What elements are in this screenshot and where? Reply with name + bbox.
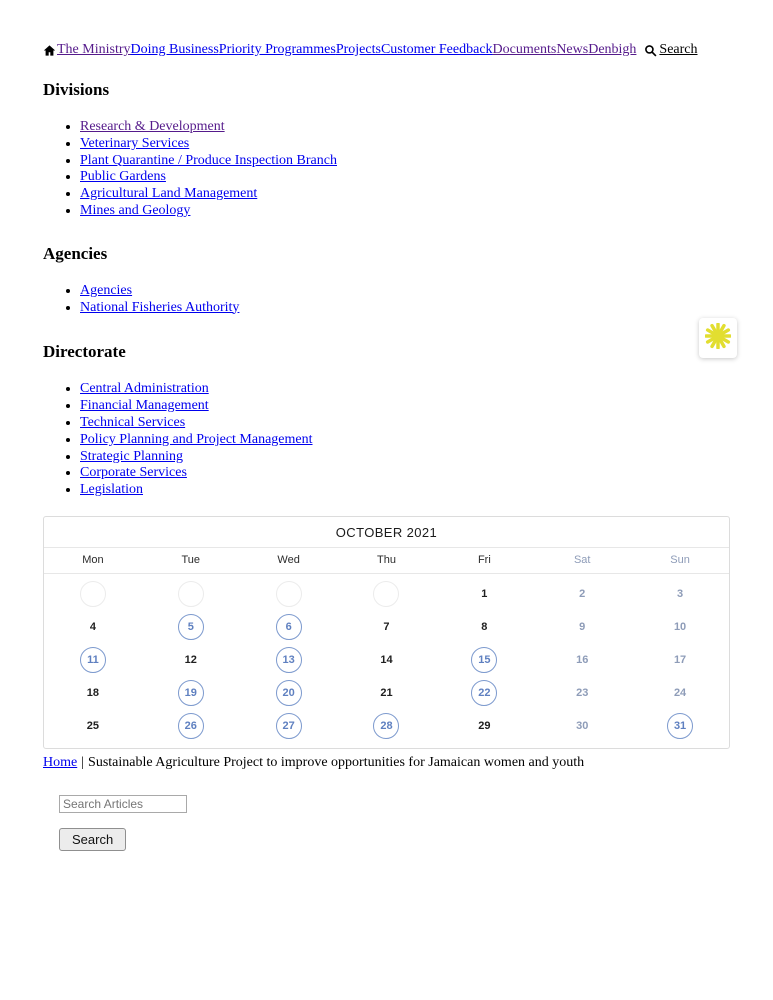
calendar-day: 18 — [86, 687, 100, 700]
day-header-sat: Sat — [573, 553, 591, 566]
calendar-day-empty — [142, 578, 240, 611]
calendar-day-event[interactable]: 28 — [338, 710, 436, 743]
calendar-day: 29 — [478, 720, 491, 733]
feedback-widget[interactable] — [699, 318, 737, 358]
list-item — [80, 136, 730, 153]
calendar-day-event[interactable]: 13 — [240, 644, 338, 677]
calendar-day: 24 — [673, 687, 687, 700]
breadcrumb-home-link[interactable]: Home — [43, 754, 78, 770]
link-national-fisheries-authority[interactable]: National Fisheries Authority — [80, 299, 240, 315]
link-research-development[interactable]: Research & Development — [80, 119, 225, 134]
calendar-body — [44, 574, 729, 748]
calendar-day-event[interactable]: 22 — [435, 677, 533, 710]
calendar-day-event[interactable]: 15 — [435, 644, 533, 677]
divisions-heading: Divisions — [43, 80, 110, 99]
day-header-tue: Tue — [181, 553, 201, 566]
article-search — [59, 795, 730, 813]
link-policy-planning[interactable]: Policy Planning and Project Management — [80, 431, 313, 447]
link-mines-and-geology[interactable]: Mines and Geology — [80, 202, 191, 218]
search-icon[interactable] — [644, 44, 657, 57]
nav-projects[interactable]: Projects — [335, 42, 381, 57]
calendar-day-event[interactable]: 11 — [44, 644, 142, 677]
link-agencies[interactable]: Agencies — [80, 282, 133, 298]
link-plant-quarantine[interactable]: Plant Quarantine / Produce Inspection Branch — [80, 152, 337, 168]
calendar-day-event[interactable]: 31 — [631, 710, 729, 743]
list-item — [80, 169, 730, 186]
calendar-day-event[interactable]: 19 — [142, 677, 240, 710]
calendar-day-empty — [44, 578, 142, 611]
list-item — [80, 482, 730, 499]
calendar-day: 2 — [579, 588, 586, 601]
list-item — [80, 153, 730, 170]
list-item — [80, 300, 730, 317]
nav-priority-programmes[interactable]: Priority Programmes — [218, 42, 336, 57]
calendar-day: 16 — [576, 654, 589, 667]
calendar-day-event[interactable]: 6 — [240, 611, 338, 644]
list-item — [80, 203, 730, 220]
link-veterinary-services[interactable]: Veterinary Services — [80, 135, 190, 151]
calendar-day: 8 — [481, 621, 488, 634]
calendar-day-event[interactable]: 27 — [240, 710, 338, 743]
calendar-week-2 — [44, 611, 729, 644]
calendar-day: 12 — [184, 654, 197, 667]
calendar-day: 3 — [677, 588, 684, 601]
calendar-day: 7 — [383, 621, 390, 634]
day-header-thu: Thu — [377, 553, 396, 566]
top-navigation — [43, 42, 730, 58]
nav-doing-business[interactable]: Doing Business — [130, 42, 219, 57]
agencies-heading: Agencies — [43, 243, 108, 263]
link-technical-services[interactable]: Technical Services — [80, 414, 186, 430]
calendar-day: 14 — [380, 654, 393, 667]
asterisk-icon — [705, 323, 731, 354]
home-icon[interactable] — [43, 44, 56, 57]
list-item — [80, 465, 730, 482]
calendar-day: 21 — [380, 687, 393, 700]
list-item — [80, 415, 730, 432]
calendar-day-headers — [44, 548, 729, 574]
calendar-day: 9 — [579, 621, 586, 634]
day-header-wed: Wed — [277, 553, 300, 566]
list-item — [80, 449, 730, 466]
calendar-day: 23 — [576, 687, 589, 700]
events-calendar — [43, 516, 730, 749]
nav-customer-feedback[interactable]: Customer Feedback — [380, 42, 493, 57]
link-public-gardens[interactable]: Public Gardens — [80, 169, 166, 185]
link-agricultural-land-management[interactable]: Agricultural Land Management — [80, 186, 258, 202]
agencies-list — [43, 283, 730, 317]
day-header-sun: Sun — [670, 553, 690, 566]
calendar-month-title: OCTOBER 2021 — [44, 517, 729, 548]
link-legislation[interactable]: Legislation — [80, 482, 143, 498]
nav-news[interactable]: News — [556, 42, 589, 57]
nav-the-ministry[interactable]: The Ministry — [57, 42, 131, 57]
divisions-list — [43, 119, 730, 220]
day-header-fri: Fri — [477, 553, 491, 566]
calendar-day-event[interactable]: 20 — [240, 677, 338, 710]
calendar-week-5 — [44, 710, 729, 743]
list-item — [80, 381, 730, 398]
breadcrumb — [43, 755, 730, 771]
calendar-day: 30 — [576, 720, 589, 733]
list-item — [80, 398, 730, 415]
calendar-day: 17 — [673, 654, 687, 667]
directorate-heading: Directorate — [43, 342, 126, 362]
calendar-day: 1 — [481, 588, 488, 601]
calendar-day-empty — [240, 578, 338, 611]
article-search-button-row — [59, 828, 730, 851]
directorate-list — [43, 381, 730, 499]
breadcrumb-separator: | — [81, 754, 85, 770]
calendar-day: 10 — [673, 621, 687, 634]
calendar-day-event[interactable]: 5 — [142, 611, 240, 644]
link-corporate-services[interactable]: Corporate Services — [80, 465, 187, 481]
calendar-week-4 — [44, 677, 729, 710]
nav-denbigh[interactable]: Denbigh — [588, 42, 637, 57]
nav-search-link[interactable]: Search — [659, 42, 698, 57]
calendar-week-3 — [44, 644, 729, 677]
link-central-administration[interactable]: Central Administration — [80, 381, 209, 397]
link-financial-management[interactable]: Financial Management — [80, 398, 209, 414]
list-item — [80, 432, 730, 449]
calendar-day-event[interactable]: 26 — [142, 710, 240, 743]
calendar-day: 25 — [86, 720, 100, 733]
link-strategic-planning[interactable]: Strategic Planning — [80, 448, 184, 464]
calendar-week-1 — [44, 578, 729, 611]
list-item — [80, 186, 730, 203]
article-search-button[interactable]: Search — [59, 828, 126, 851]
calendar-day: 4 — [89, 621, 96, 634]
nav-documents[interactable]: Documents — [492, 42, 557, 57]
article-search-input[interactable] — [59, 795, 187, 813]
day-header-mon: Mon — [82, 553, 104, 566]
calendar-day-empty — [338, 578, 436, 611]
breadcrumb-page-title: Sustainable Agriculture Project to improve opportunities for Jamaican women and youth — [88, 754, 585, 770]
list-item — [80, 283, 730, 300]
list-item — [80, 119, 730, 136]
